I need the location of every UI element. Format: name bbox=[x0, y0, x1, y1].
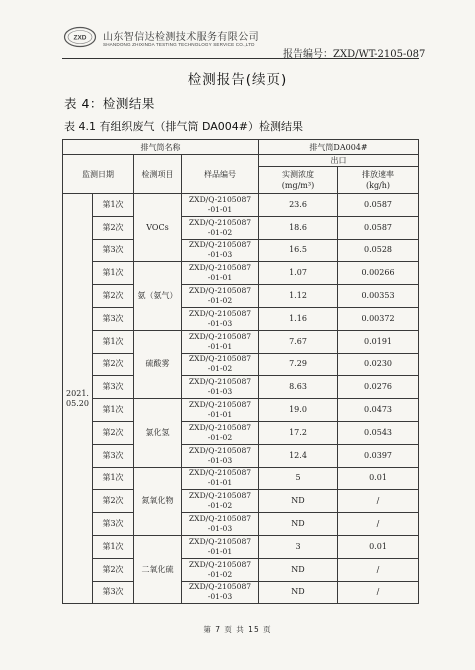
concentration-value: 3 bbox=[259, 535, 338, 558]
sample-id: ZXD/Q-2105087 -01-02 bbox=[182, 353, 259, 376]
emission-rate-value: 0.0230 bbox=[338, 353, 419, 376]
emission-rate-value: 0.00353 bbox=[338, 285, 419, 308]
concentration-value: 18.6 bbox=[259, 216, 338, 239]
test-item: 氮氧化物 bbox=[134, 467, 182, 535]
emission-rate-value: / bbox=[338, 581, 419, 604]
emission-rate-value: 0.00372 bbox=[338, 307, 419, 330]
concentration-value: 1.16 bbox=[259, 307, 338, 330]
emission-rate-value: 0.00266 bbox=[338, 262, 419, 285]
table-row bbox=[63, 353, 419, 376]
document-title: 检测报告(续页) bbox=[187, 72, 288, 88]
sample-id: ZXD/Q-2105087 -01-03 bbox=[182, 513, 259, 536]
outlet-header: 出口 bbox=[259, 155, 419, 167]
report-number: 报告编号：ZXD/WT-2105-087 bbox=[283, 49, 426, 60]
sampling-time: 第3次 bbox=[93, 581, 134, 604]
sample-id: ZXD/Q-2105087 -01-01 bbox=[182, 467, 259, 490]
sampling-time: 第2次 bbox=[93, 285, 134, 308]
sampling-time: 第3次 bbox=[93, 376, 134, 399]
emission-rate-value: 0.0473 bbox=[338, 399, 419, 422]
sample-id: ZXD/Q-2105087 -01-02 bbox=[182, 490, 259, 513]
concentration-value: 7.67 bbox=[259, 330, 338, 353]
sample-id: ZXD/Q-2105087 -01-01 bbox=[182, 330, 259, 353]
sample-id: ZXD/Q-2105087 -01-03 bbox=[182, 581, 259, 604]
sampling-time: 第2次 bbox=[93, 216, 134, 239]
emission-rate-value: 0.0543 bbox=[338, 421, 419, 444]
emission-rate-value: 0.0191 bbox=[338, 330, 419, 353]
sample-id: ZXD/Q-2105087 -01-01 bbox=[182, 535, 259, 558]
concentration-value: ND bbox=[259, 581, 338, 604]
concentration-value: ND bbox=[259, 558, 338, 581]
emission-rate-value: 0.0587 bbox=[338, 194, 419, 217]
concentration-value: 12.4 bbox=[259, 444, 338, 467]
sampling-time: 第3次 bbox=[93, 239, 134, 262]
sample-id: ZXD/Q-2105087 -01-02 bbox=[182, 216, 259, 239]
table-row bbox=[63, 262, 419, 285]
header-divider bbox=[62, 58, 419, 59]
table-row bbox=[63, 399, 419, 422]
svg-text:ZXD: ZXD bbox=[73, 34, 87, 42]
concentration-value: 7.29 bbox=[259, 353, 338, 376]
emission-rate-header: 排放速率 (kg/h) bbox=[338, 167, 419, 194]
sampling-time: 第2次 bbox=[93, 558, 134, 581]
sample-id: ZXD/Q-2105087 -01-03 bbox=[182, 444, 259, 467]
concentration-value: ND bbox=[259, 513, 338, 536]
test-item: 硫酸雾 bbox=[134, 330, 182, 398]
table-row bbox=[63, 307, 419, 330]
sample-id: ZXD/Q-2105087 -01-03 bbox=[182, 239, 259, 262]
concentration-header: 实测浓度 (mg/m³) bbox=[259, 167, 338, 194]
concentration-value: 1.12 bbox=[259, 285, 338, 308]
results-body bbox=[63, 194, 419, 604]
test-item: 氨（氨气） bbox=[134, 262, 182, 330]
table-row bbox=[63, 467, 419, 490]
sample-id: ZXD/Q-2105087 -01-01 bbox=[182, 194, 259, 217]
concentration-value: 5 bbox=[259, 467, 338, 490]
sampling-time: 第1次 bbox=[93, 467, 134, 490]
concentration-value: 17.2 bbox=[259, 421, 338, 444]
table-row bbox=[63, 535, 419, 558]
emission-rate-value: 0.01 bbox=[338, 535, 419, 558]
company-logo-icon bbox=[63, 26, 97, 48]
emission-rate-value: 0.0276 bbox=[338, 376, 419, 399]
results-table bbox=[62, 139, 419, 604]
sample-header: 样品编号 bbox=[182, 155, 259, 194]
table-row bbox=[63, 194, 419, 217]
table-row bbox=[63, 330, 419, 353]
sample-id: ZXD/Q-2105087 -01-02 bbox=[182, 421, 259, 444]
sampling-time: 第1次 bbox=[93, 399, 134, 422]
emission-rate-value: / bbox=[338, 558, 419, 581]
monitoring-date: 2021. 05.20 bbox=[63, 194, 93, 604]
sample-id: ZXD/Q-2105087 -01-03 bbox=[182, 376, 259, 399]
sampling-time: 第1次 bbox=[93, 535, 134, 558]
sample-id: ZXD/Q-2105087 -01-01 bbox=[182, 262, 259, 285]
emission-rate-value: 0.0587 bbox=[338, 216, 419, 239]
table-row bbox=[63, 490, 419, 513]
concentration-value: 19.0 bbox=[259, 399, 338, 422]
sample-id: ZXD/Q-2105087 -01-03 bbox=[182, 307, 259, 330]
emission-rate-value: / bbox=[338, 513, 419, 536]
table-row bbox=[63, 513, 419, 536]
date-header: 监测日期 bbox=[63, 155, 134, 194]
table-row bbox=[63, 239, 419, 262]
company-name-en: SHANDONG ZHIXINDA TESTING TECHNOLOGY SERVICE CO.,LTD bbox=[103, 42, 255, 47]
concentration-value: 16.5 bbox=[259, 239, 338, 262]
test-item: 氯化氢 bbox=[134, 399, 182, 467]
sampling-time: 第1次 bbox=[93, 330, 134, 353]
sampling-time: 第3次 bbox=[93, 444, 134, 467]
sample-id: ZXD/Q-2105087 -01-01 bbox=[182, 399, 259, 422]
table-row bbox=[63, 558, 419, 581]
table-row bbox=[63, 376, 419, 399]
table-row bbox=[63, 581, 419, 604]
item-header: 检测项目 bbox=[134, 155, 182, 194]
outlet-name-label: 排气筒名称 bbox=[63, 140, 259, 155]
table-row bbox=[63, 285, 419, 308]
sampling-time: 第2次 bbox=[93, 490, 134, 513]
table-row bbox=[63, 444, 419, 467]
concentration-value: 8.63 bbox=[259, 376, 338, 399]
sampling-time: 第1次 bbox=[93, 262, 134, 285]
emission-rate-value: 0.0528 bbox=[338, 239, 419, 262]
sampling-time: 第1次 bbox=[93, 194, 134, 217]
test-item: VOCs bbox=[134, 194, 182, 262]
sampling-time: 第3次 bbox=[93, 307, 134, 330]
test-item: 二氧化硫 bbox=[134, 535, 182, 603]
sampling-time: 第2次 bbox=[93, 353, 134, 376]
page-footer: 第 7 页 共 15 页 bbox=[203, 625, 272, 634]
outlet-name-value: 排气筒DA004# bbox=[259, 140, 419, 155]
sample-id: ZXD/Q-2105087 -01-02 bbox=[182, 558, 259, 581]
sampling-time: 第2次 bbox=[93, 421, 134, 444]
sample-id: ZXD/Q-2105087 -01-02 bbox=[182, 285, 259, 308]
emission-rate-value: 0.0397 bbox=[338, 444, 419, 467]
sampling-time: 第3次 bbox=[93, 513, 134, 536]
table-title: 表 4.1 有组织废气（排气筒 DA004#）检测结果 bbox=[64, 120, 303, 133]
emission-rate-value: 0.01 bbox=[338, 467, 419, 490]
concentration-value: 23.6 bbox=[259, 194, 338, 217]
table-row bbox=[63, 421, 419, 444]
company-name-cn: 山东智信达检测技术服务有限公司 bbox=[103, 32, 259, 43]
concentration-value: ND bbox=[259, 490, 338, 513]
table-row bbox=[63, 216, 419, 239]
concentration-value: 1.07 bbox=[259, 262, 338, 285]
emission-rate-value: / bbox=[338, 490, 419, 513]
section-title: 表 4：检测结果 bbox=[64, 96, 155, 111]
